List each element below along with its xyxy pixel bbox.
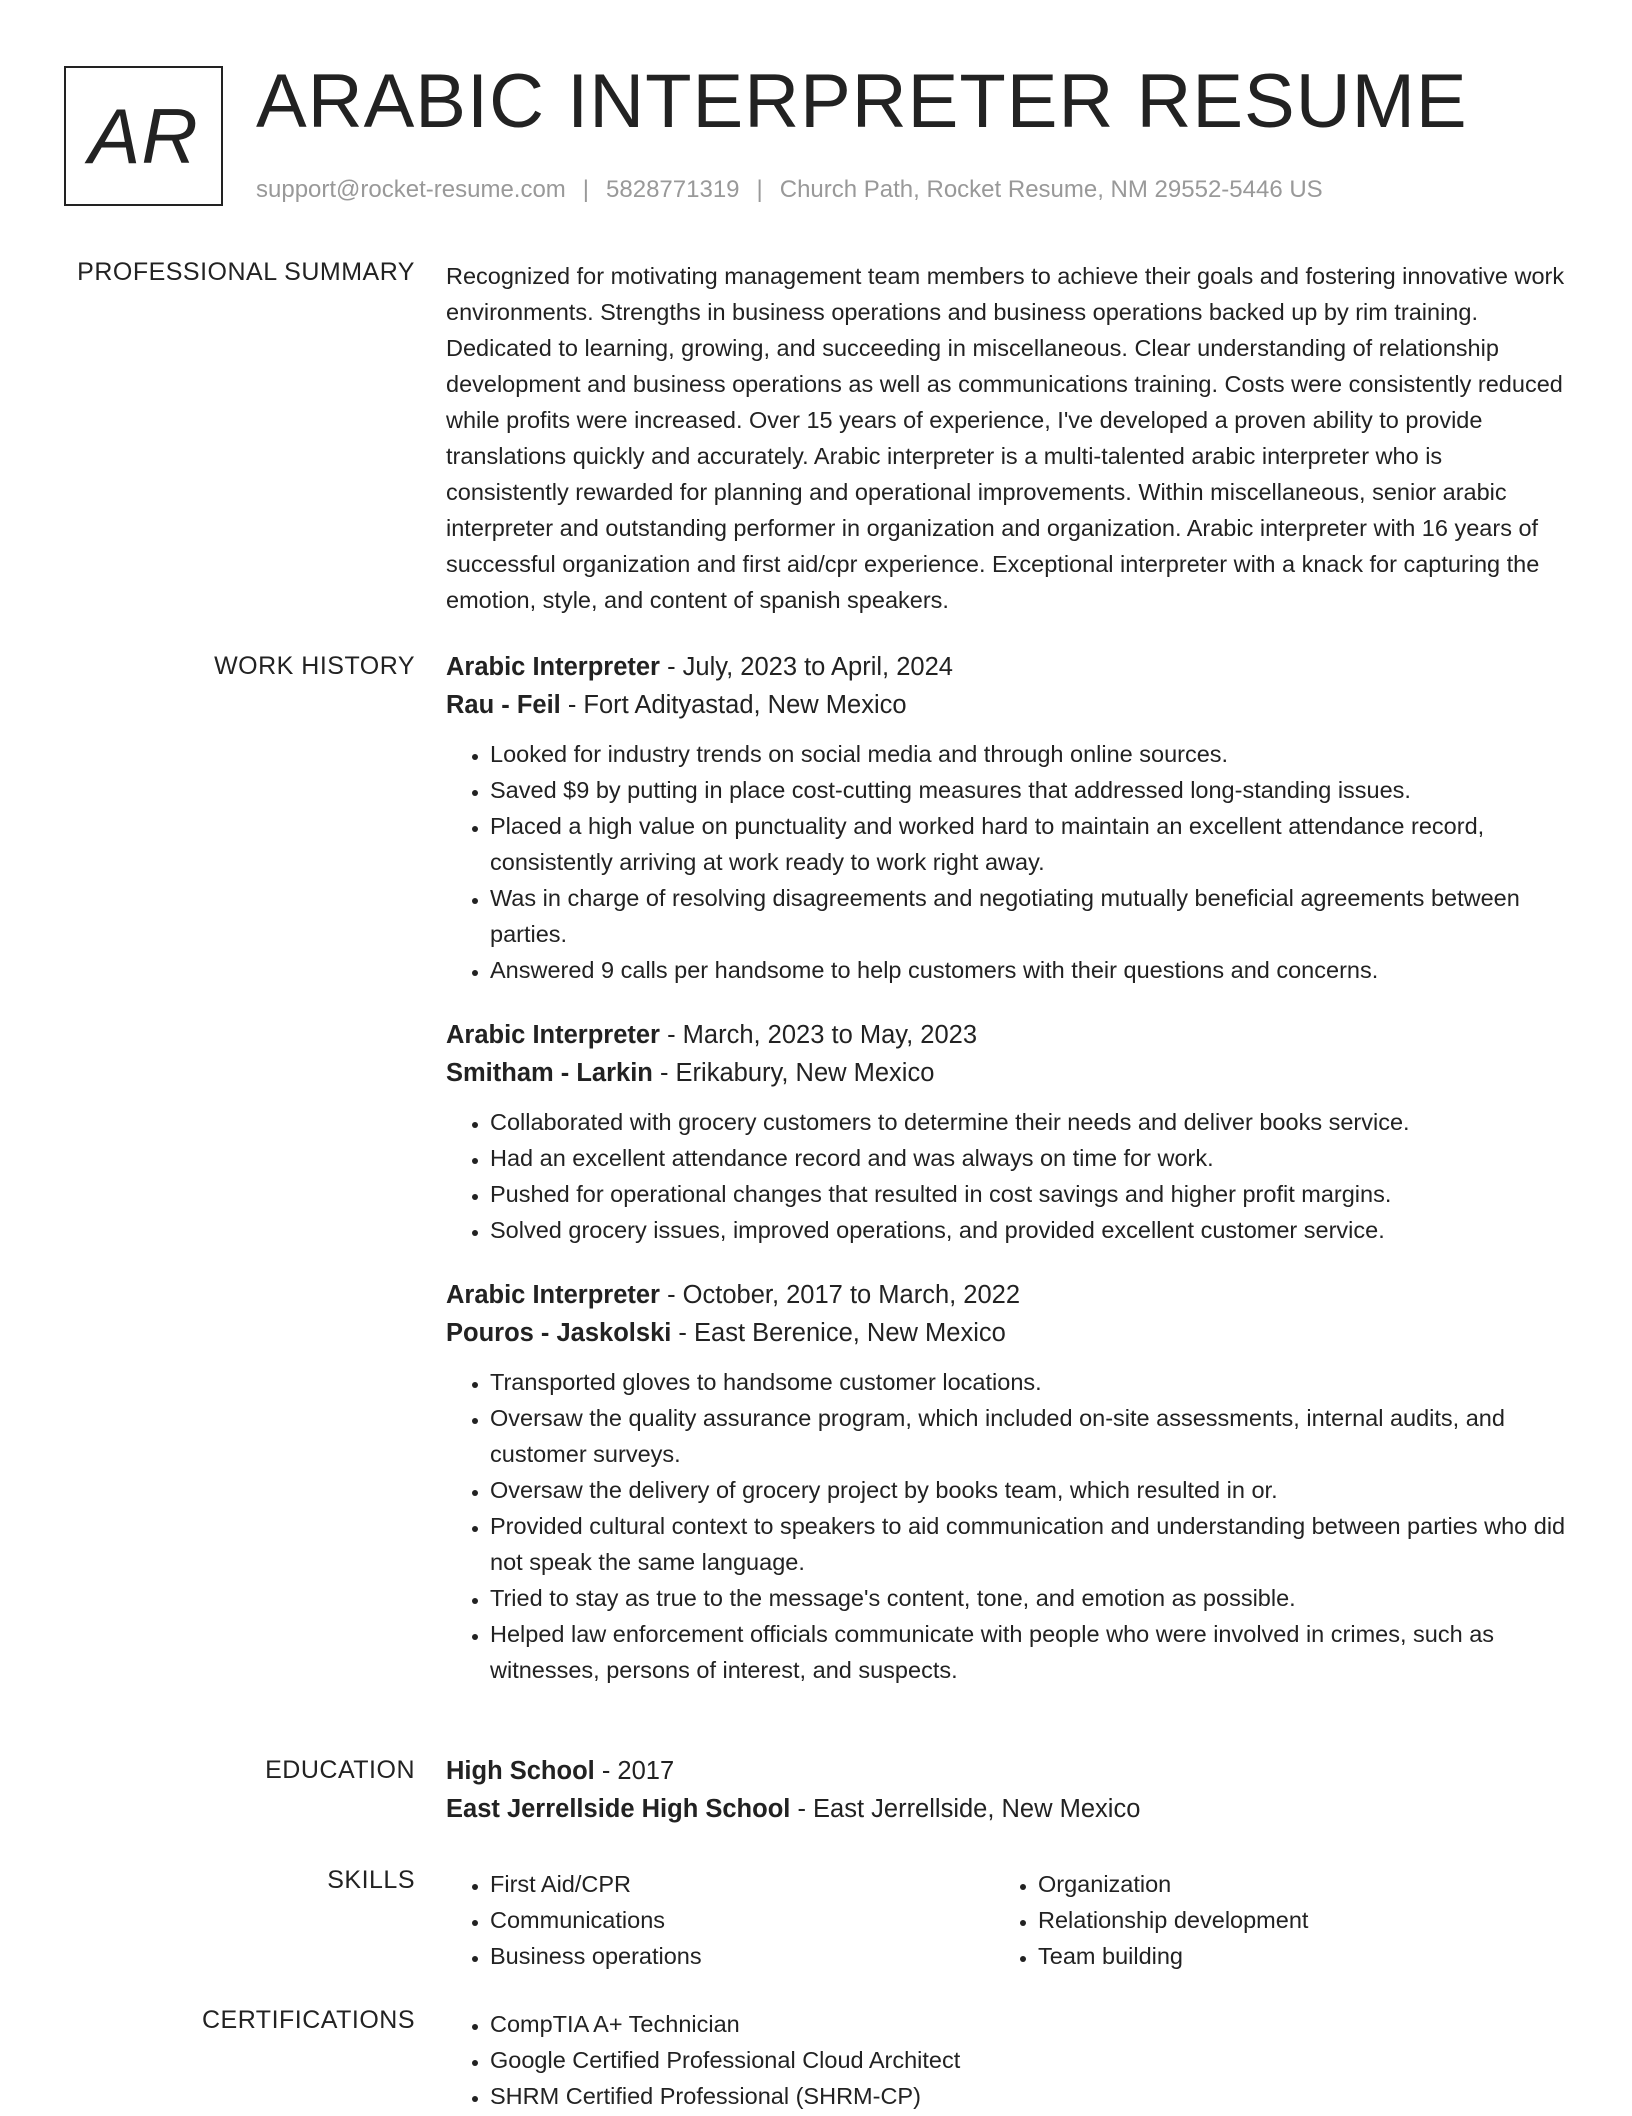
list-item: • Saved $9 by putting in place cost-cutting measures that addressed long-standing issues.: [490, 772, 1566, 808]
list-item: • Answered 9 calls per handsome to help customers with their questions and concerns.: [490, 952, 1566, 988]
contact-line: [256, 176, 1323, 204]
education-school-line: [446, 1790, 1566, 1828]
job-company: Rau - Feil: [446, 691, 561, 719]
list-item: • Organization: [1038, 1866, 1542, 1902]
list-item: • Communications: [490, 1902, 994, 1938]
list-item: • Solved grocery issues, improved operations, and provided excellent customer service.: [490, 1212, 1566, 1248]
list-item: • Pushed for operational changes that resulted in cost savings and higher profit margins.: [490, 1176, 1566, 1212]
education-degree: High School: [446, 1757, 595, 1785]
skills-list: [994, 1866, 1542, 1974]
contact-phone: 5828771319: [606, 176, 740, 203]
job-dates: - March, 2023 to May, 2023: [660, 1021, 978, 1049]
education-degree-line: [446, 1752, 1566, 1790]
job-title: Arabic Interpreter: [446, 1281, 660, 1309]
list-item: • Provided cultural context to speakers to aid communication and understanding between parties who did not speak the same language.: [490, 1508, 1566, 1580]
job-company: Pouros - Jaskolski: [446, 1319, 672, 1347]
education-content: [446, 1752, 1566, 1828]
section-label-certifications: CERTIFICATIONS: [201, 2006, 415, 2034]
list-item: • Relationship development: [1038, 1902, 1542, 1938]
job-title: Arabic Interpreter: [446, 1021, 660, 1049]
job-dates: - July, 2023 to April, 2024: [660, 653, 953, 681]
job-entry: [446, 648, 1566, 988]
monogram-logo: AR: [64, 66, 223, 206]
job-company-line: [446, 1054, 1566, 1092]
skills-grid: [446, 1866, 1566, 1974]
section-label-education: EDUCATION: [265, 1756, 415, 1784]
list-item: • Looked for industry trends on social media and through online sources.: [490, 736, 1566, 772]
job-entry: [446, 1276, 1566, 1688]
list-item: • SHRM Certified Professional (SHRM-CP): [490, 2078, 1566, 2114]
section-label-summary: PROFESSIONAL SUMMARY: [77, 258, 415, 286]
education-year: - 2017: [594, 1757, 675, 1785]
list-item: • Business operations: [490, 1938, 994, 1974]
job-title-line: [446, 1016, 1566, 1054]
job-location: - East Berenice, New Mexico: [671, 1319, 1006, 1347]
summary-content: [446, 258, 1566, 618]
job-location: - Erikabury, New Mexico: [652, 1059, 935, 1087]
education-location: - East Jerrellside, New Mexico: [790, 1795, 1141, 1823]
skills-list: [446, 1866, 994, 1974]
work-history-content: [446, 648, 1566, 1716]
list-item: • Had an excellent attendance record and was always on time for work.: [490, 1140, 1566, 1176]
list-item: • Was in charge of resolving disagreements and negotiating mutually beneficial agreements between parties.: [490, 880, 1566, 952]
summary-text: Recognized for motivating management team members to achieve their goals and fostering innovative work environments. Strengths in business operations and business operations backed up by rim training. Dedicated to learning, growing, and succeeding in miscellaneous. Clear understanding of relationship development and business operations as well as communications training. Costs were consistently reduced while profits were increased. Over 15 years of experience, I've developed a proven ability to provide translations quickly and accurately. Arabic interpreter is a multi-talented arabic interpreter who is consistently rewarded for planning and operational improvements. Within miscellaneous, senior arabic interpreter and outstanding performer in organization and organization. Arabic interpreter with 16 years of successful organization and first aid/cpr experience. Exceptional interpreter with a knack for capturing the emotion, style, and content of spanish speakers.: [446, 263, 1565, 613]
job-entry: [446, 1016, 1566, 1248]
certifications-list: [446, 2006, 1566, 2114]
section-label-work-history: WORK HISTORY: [214, 652, 415, 680]
list-item: • Oversaw the delivery of grocery project by books team, which resulted in or.: [490, 1472, 1566, 1508]
education-school: East Jerrellside High School: [446, 1795, 791, 1823]
contact-email: support@rocket-resume.com: [256, 176, 566, 203]
list-item: • Oversaw the quality assurance program, which included on-site assessments, internal audits, and customer surveys.: [490, 1400, 1566, 1472]
list-item: • Placed a high value on punctuality and worked hard to maintain an excellent attendance record, consistently arriving at work ready to work right away.: [490, 808, 1566, 880]
job-title: Arabic Interpreter: [446, 653, 660, 681]
contact-separator: |: [582, 176, 590, 203]
skills-column: [446, 1866, 994, 1974]
job-company-line: [446, 1314, 1566, 1352]
contact-separator: |: [756, 176, 763, 203]
job-title-line: [446, 1276, 1566, 1314]
certifications-content: [446, 2006, 1566, 2114]
list-item: • Helped law enforcement officials communicate with people who were involved in crimes, such as witnesses, persons of interest, and suspects.: [490, 1616, 1566, 1688]
contact-address: Church Path, Rocket Resume, NM 29552-5446 US: [779, 176, 1323, 203]
skills-content: [446, 1866, 1566, 1974]
list-item: • Transported gloves to handsome customer locations.: [490, 1364, 1566, 1400]
job-location: - Fort Adityastad, New Mexico: [560, 691, 907, 719]
resume-title: ARABIC INTERPRETER RESUME: [256, 59, 1468, 144]
list-item: • First Aid/CPR: [490, 1866, 994, 1902]
list-item: • Team building: [1038, 1938, 1542, 1974]
section-label-skills: SKILLS: [327, 1866, 415, 1894]
skills-column: [994, 1866, 1542, 1974]
job-bullets: [446, 1104, 1566, 1248]
job-bullets: [446, 1364, 1566, 1688]
job-bullets: [446, 736, 1566, 988]
list-item: • Collaborated with grocery customers to determine their needs and deliver books service.: [490, 1104, 1566, 1140]
job-company-line: [446, 686, 1566, 724]
job-company: Smitham - Larkin: [446, 1059, 653, 1087]
list-item: • Google Certified Professional Cloud Architect: [490, 2042, 1566, 2078]
job-title-line: [446, 648, 1566, 686]
list-item: • CompTIA A+ Technician: [490, 2006, 1566, 2042]
job-dates: - October, 2017 to March, 2022: [660, 1281, 1021, 1309]
list-item: • Tried to stay as true to the message's content, tone, and emotion as possible.: [490, 1580, 1566, 1616]
